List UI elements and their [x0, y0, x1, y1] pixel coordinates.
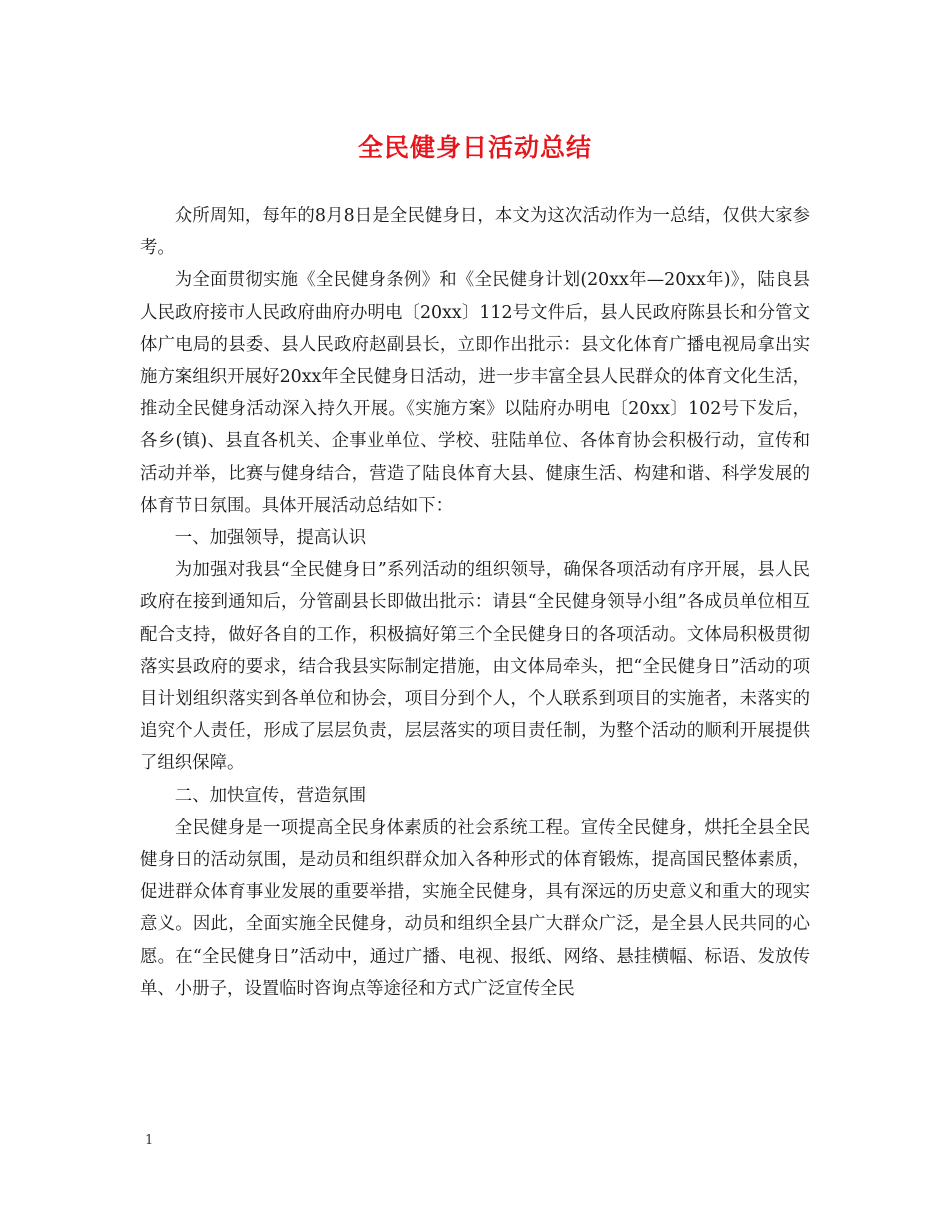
section-heading-1: 一、加强领导，提高认识	[174, 528, 367, 549]
paragraph-background: 为全面贯彻实施《全民健身条例》和《全民健身计划(20xx年—20xx年)》，陆良县人民政府接市人民政府曲府办明电〔20xx〕112号文件后，县人民政府陈县长和分管文体广电局的县委、县人民政府赵副县长，立即作出批示：县文化体育广播电视局拿出实施方案组织开展好20xx年全民健身日活动，进一步丰富全县人民群众的体育文化生活，推动全民健身活动深入持久开展。《实施方案》以陆府办明电〔20xx〕102号下发后，各乡(镇)、县直各机关、企事业单位、学校、驻陆单位、各体育协会积极行动，宣传和活动并举，比赛与健身结合，营造了陆良体育大县、健康生活、构建和谐、科学发展的体育节日氛围。具体开展活动总结如下：	[140, 270, 810, 516]
section-heading-2: 二、加快宣传，营造氛围	[174, 785, 367, 806]
page-number: 1	[145, 1133, 154, 1148]
document-body	[140, 200, 810, 1005]
document-title: 全民健身日活动总结	[357, 133, 592, 162]
paragraph-leadership: 为加强对我县“全民健身日”系列活动的组织领导，确保各项活动有序开展，县人民政府在接到通知后，分管副县长即做出批示：请县“全民健身领导小组”各成员单位相互配合支持，做好各自的工作，积极搞好第三个全民健身日的各项活动。文体局积极贯彻落实县政府的要求，结合我县实际制定措施，由文体局牵头，把“全民健身日”活动的项目计划组织落实到各单位和协会，项目分到个人，个人联系到项目的实施者，未落实的追究个人责任，形成了层层负责，层层落实的项目责任制，为整个活动的顺利开展提供了组织保障。	[140, 560, 810, 774]
paragraph-intro: 众所周知，每年的8月8日是全民健身日，本文为这次活动作为一总结，仅供大家参考。	[140, 206, 810, 259]
paragraph-publicity: 全民健身是一项提高全民身体素质的社会系统工程。宣传全民健身，烘托全县全民健身日的活动氛围，是动员和组织群众加入各种形式的体育锻炼，提高国民整体素质，促进群众体育事业发展的重要举措，实施全民健身，具有深远的历史意义和重大的现实意义。因此，全面实施全民健身，动员和组织全县广大群众广泛，是全县人民共同的心愿。在“全民健身日”活动中，通过广播、电视、报纸、网络、悬挂横幅、标语、发放传单、小册子，设置临时咨询点等途径和方式广泛宣传全民	[140, 817, 810, 999]
